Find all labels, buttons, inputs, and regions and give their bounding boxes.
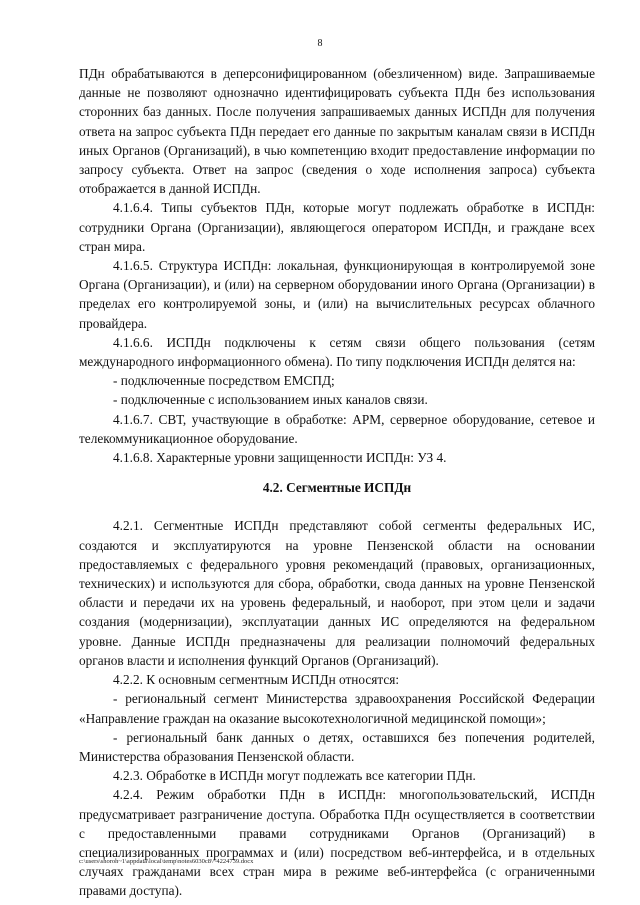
list-item: - региональный банк данных о детях, оставшихся без попечения родителей, Министерства образования Пензенской области. bbox=[79, 729, 595, 764]
paragraph: 4.2.2. К основным сегментным ИСПДн относятся: bbox=[113, 672, 400, 688]
document-body bbox=[79, 64, 595, 901]
page-number: 8 bbox=[317, 38, 323, 49]
paragraph: 4.2.1. Сегментные ИСПДн представляют собой сегменты федеральных ИС, создаются и эксплуатируются на уровне Пензенской области на основании предоставляемых с федерального уровня рекомендаций (правовых, организационных, технических) и используются для сбора, обработки, свода данных на уровне Пензенской области и передачи их на уровень федеральный, и наоборот, при этом цели и задачи создания (модернизации), эксплуатации данных ИС определяются на федеральном уровне. Данные ИСПДн предназначены для реализации полномочий федеральных органов власти и исполнения функций Органов (Организаций). bbox=[79, 518, 595, 668]
paragraph: 4.1.6.7. СВТ, участвующие в обработке: АРМ, серверное оборудование, сетевое и телекоммуникационное оборудование. bbox=[79, 411, 595, 446]
list-item: - подключенные посредством ЕМСПД; bbox=[113, 373, 335, 389]
paragraph: ПДн обрабатываются в деперсонифицированном (обезличенном) виде. Запрашиваемые данные не позволяют однозначно идентифицировать субъекта ПДн без использования сторонних баз данных. После получения запрашиваемых данных ИСПДн для получения ответа на запрос субъекта ПДн передает его данные по закрытым каналам связи в ИСПДн иных Органов (Организаций), в чью компетенцию входит предоставление информации по запросу субъекта. Ответ на запрос (сведения о ходе исполнения запроса) субъекта отображается в данной ИСПДн. bbox=[79, 66, 595, 197]
paragraph: 4.2.4. Режим обработки ПДн в ИСПДн: многопользовательский, ИСПДн предусматривает разграничение доступа. Обработка ПДн осуществляется в соответствии с предоставленными правами сотрудниками Органов (Организаций) в специализированных программах и (или) посредством веб-интерфейса, и в отдельных случаях гражданами всех стран мира в режиме веб-интерфейса (с ограниченными правами доступа). bbox=[79, 787, 595, 899]
paragraphs-after bbox=[79, 516, 595, 900]
paragraph: 4.1.6.8. Характерные уровни защищенности ИСПДн: УЗ 4. bbox=[113, 450, 447, 466]
footer-file-path: c:\users\shoroh~1\appdata\local\temp\notes6030c8\~4224739.docx bbox=[79, 858, 254, 865]
paragraph: 4.1.6.6. ИСПДн подключены к сетям связи общего пользования (сетям международного информационного обмена). По типу подключения ИСПДн делятся на: bbox=[79, 334, 595, 370]
paragraph: 4.2.3. Обработке в ИСПДн могут подлежать все категории ПДн. bbox=[113, 768, 476, 784]
paragraph: 4.1.6.4. Типы субъектов ПДн, которые могут подлежать обработке в ИСПДн: сотрудники Органа (Организации), являющегося оператором ИСПДн, и граждане всех стран мира. bbox=[79, 200, 595, 254]
list-item: - подключенные с использованием иных каналов связи. bbox=[113, 392, 428, 408]
section-heading: 4.2. Сегментные ИСПДн bbox=[262, 480, 412, 496]
paragraph: 4.1.6.5. Структура ИСПДн: локальная, функционирующая в контролируемой зоне Органа (Организации), и (или) на серверном оборудовании иного Органа (Организации) в пределах его контролируемой зоны, и (или) на вычислительных ресурсах облачного провайдера. bbox=[79, 258, 595, 331]
paragraphs-before bbox=[79, 64, 595, 467]
list-item: - региональный сегмент Министерства здравоохранения Российской Федерации «Направление граждан на оказание высокотехнологичной медицинской помощи»; bbox=[79, 691, 595, 726]
